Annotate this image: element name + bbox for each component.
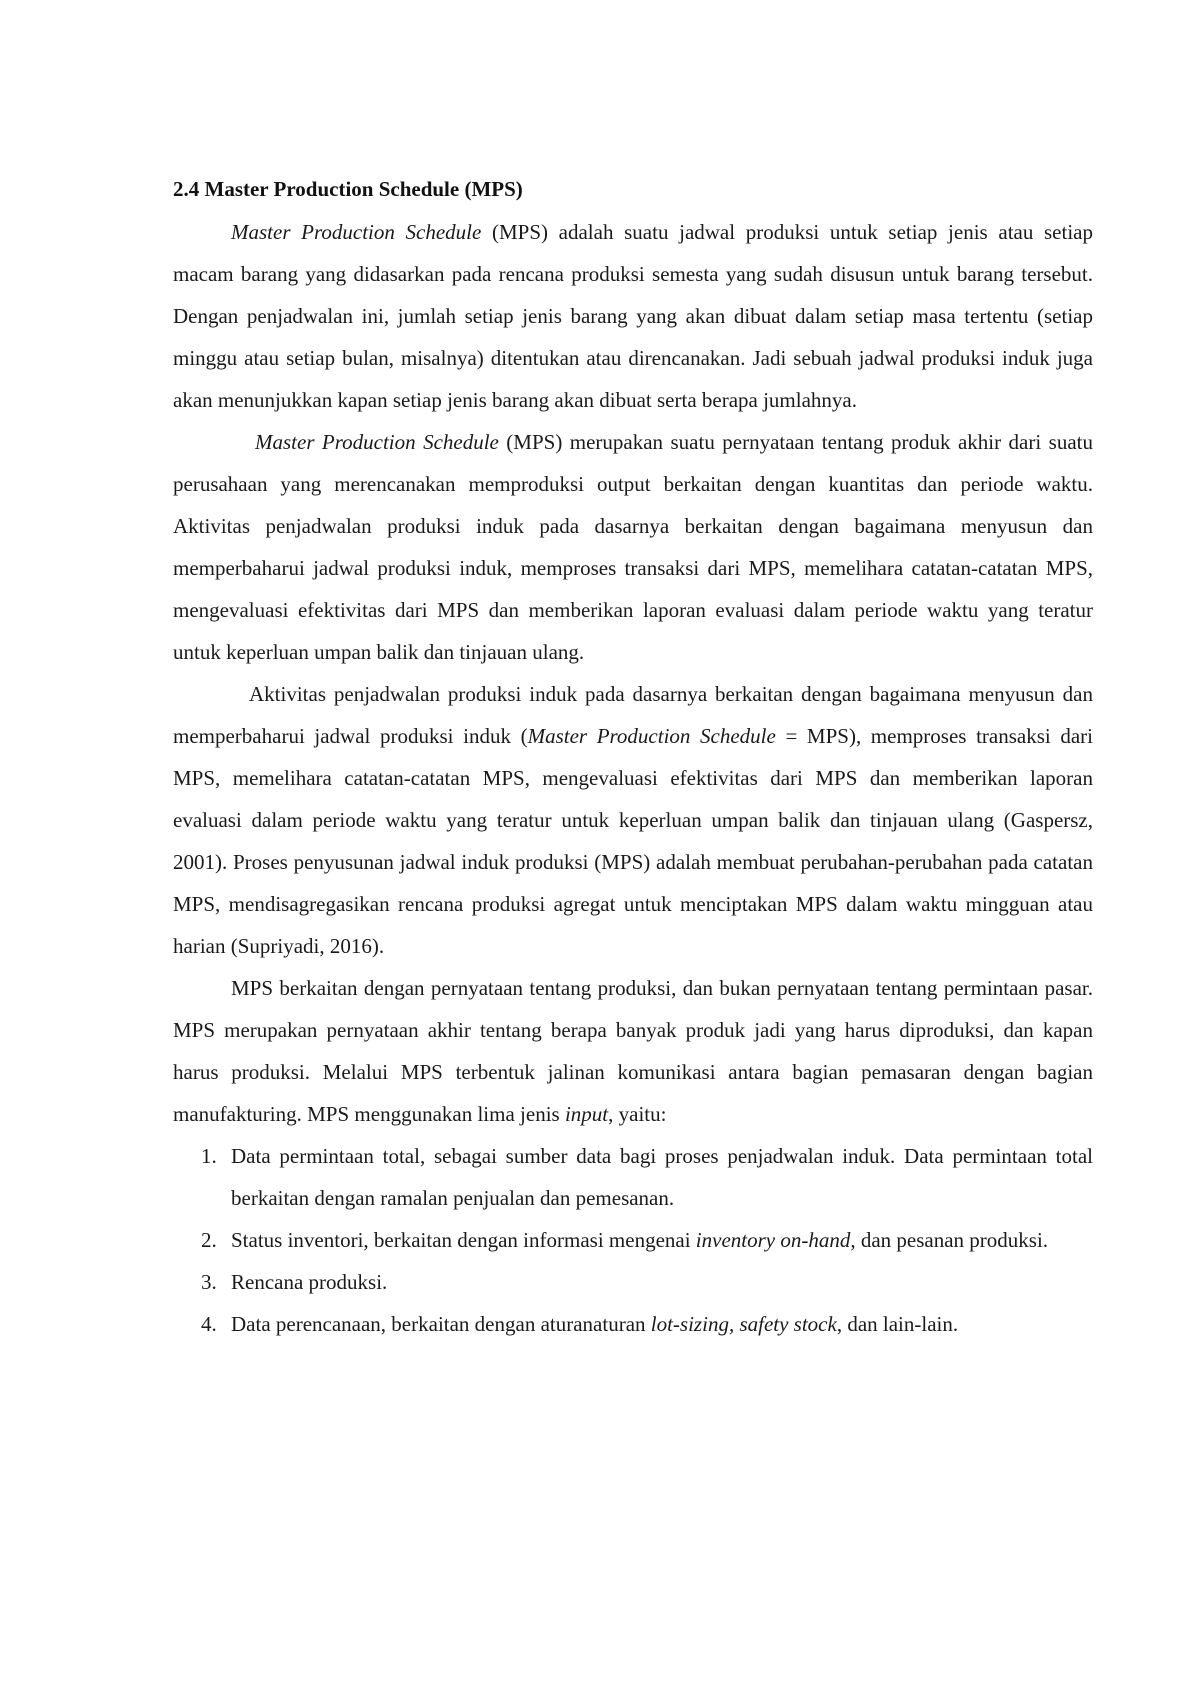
paragraph-1-term: Master Production Schedule xyxy=(231,220,482,244)
list-item xyxy=(173,1261,1093,1303)
list-item-text-before: Status inventori, berkaitan dengan informasi mengenai xyxy=(231,1228,696,1252)
list-item-term: inventory on-hand xyxy=(695,1228,851,1252)
paragraph-3 xyxy=(173,673,1093,967)
paragraph-1-text: (MPS) adalah suatu jadwal produksi untuk setiap jenis atau setiap macam barang yang didasarkan pada rencana produksi semesta yang sudah disusun untuk barang tersebut. Dengan penjadwalan ini, jumlah setiap jenis barang yang akan dibuat dalam setiap masa tertentu (setiap minggu atau setiap bulan, misalnya) ditentukan atau direncanakan. Jadi sebuah jadwal produksi induk juga akan menunjukkan kapan setiap jenis barang akan dibuat serta berapa jumlahnya. xyxy=(173,220,1093,412)
paragraph-3-text-after: = MPS), memproses transaksi dari MPS, memelihara catatan-catatan MPS, mengevaluasi efektivitas dari MPS dan memberikan laporan evaluasi dalam periode waktu yang teratur untuk keperluan umpan balik dan tinjauan ulang (Gaspersz, 2001). Proses penyusunan jadwal induk produksi (MPS) adalah membuat perubahan-perubahan pada catatan MPS, mendisagregasikan rencana produksi agregat untuk menciptakan MPS dalam waktu mingguan atau harian (Supriyadi, 2016). xyxy=(173,724,1094,958)
list-item-number: 4. xyxy=(201,1312,217,1336)
document-body xyxy=(173,168,1093,1345)
paragraph-4-term: input xyxy=(564,1102,609,1126)
paragraph-2 xyxy=(173,421,1093,673)
paragraph-2-text: (MPS) merupakan suatu pernyataan tentang produk akhir dari suatu perusahaan yang merencanakan memproduksi output berkaitan dengan kuantitas dan periode waktu. Aktivitas penjadwalan produksi induk pada dasarnya berkaitan dengan bagaimana menyusun dan memperbaharui jadwal produksi induk, memproses transaksi dari MPS, memelihara catatan-catatan MPS, mengevaluasi efektivitas dari MPS dan memberikan laporan evaluasi dalam periode waktu yang teratur untuk keperluan umpan balik dan tinjauan ulang. xyxy=(173,430,1093,664)
list-item xyxy=(173,1303,1093,1345)
list-item-text-before: Rencana produksi. xyxy=(231,1270,388,1294)
paragraph-3-term: Master Production Schedule xyxy=(527,724,776,748)
list-item xyxy=(173,1135,1093,1219)
paragraph-2-term: Master Production Schedule xyxy=(255,430,499,454)
list-item-term: lot-sizing, safety stock xyxy=(650,1312,837,1336)
paragraph-4-text-after: , yaitu: xyxy=(608,1102,667,1126)
section-heading: 2.4 Master Production Schedule (MPS) xyxy=(173,177,523,201)
paragraph-4-text-before: MPS berkaitan dengan pernyataan tentang produksi, dan bukan pernyataan tentang permintaan pasar. MPS merupakan pernyataan akhir tentang berapa banyak produk jadi yang harus diproduksi, dan kapan harus produksi. Melalui MPS terbentuk jalinan komunikasi antara bagian pemasaran dengan bagian manufakturing. MPS menggunakan lima jenis xyxy=(173,976,1093,1126)
list-item xyxy=(173,1219,1093,1261)
list-item-text-before: Data perencanaan, berkaitan dengan aturanaturan xyxy=(231,1312,651,1336)
list-item-number: 1. xyxy=(201,1144,217,1168)
list-item-number: 2. xyxy=(201,1228,217,1252)
list-item-text-before: Data permintaan total, sebagai sumber data bagi proses penjadwalan induk. Data permintaan total berkaitan dengan ramalan penjualan dan pemesanan. xyxy=(231,1144,1093,1210)
paragraph-4 xyxy=(173,967,1093,1135)
paragraph-3-text-before: Aktivitas penjadwalan produksi induk pada dasarnya berkaitan dengan bagaimana menyusun dan memperbaharui jadwal produksi induk ( xyxy=(173,682,1093,748)
list-item-text-after: , dan pesanan produksi. xyxy=(850,1228,1049,1252)
paragraph-1 xyxy=(173,211,1093,421)
list-item-text-after: , dan lain-lain. xyxy=(836,1312,959,1336)
input-list xyxy=(173,1135,1093,1345)
list-item-number: 3. xyxy=(201,1270,217,1294)
